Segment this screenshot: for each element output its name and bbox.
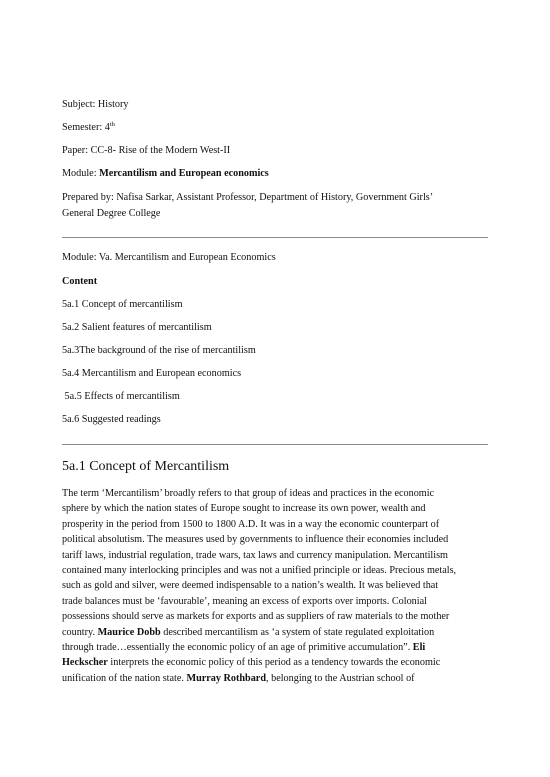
paragraph-line: political absolutism. The measures used by governments to influence their economies included xyxy=(62,534,449,546)
text-run: interprets the economic policy of this period as a tendency towards the economic xyxy=(107,657,441,669)
paragraph-line xyxy=(62,625,492,640)
contents-module-line: Module: Va. Mercantilism and European Economics xyxy=(62,252,276,263)
paragraph-line: tariff laws, industrial regulation, trade wars, tax laws and currency manipulation. Mercantilism xyxy=(62,549,448,561)
paragraph-line xyxy=(62,655,492,670)
contents-item: 5a.5 Effects of mercantilism xyxy=(62,391,180,402)
contents-heading: Content xyxy=(62,276,98,287)
section-heading: 5a.1 Concept of Mercantilism xyxy=(62,459,230,474)
prepared-by-line-1: Prepared by: Nafisa Sarkar, Assistant Professor, Department of History, Government Girls’ xyxy=(62,192,434,203)
paragraph-line: prosperity in the period from 1500 to 1800 A.D. It was in a way the economic counterpart of xyxy=(62,518,440,530)
divider xyxy=(62,237,488,238)
paragraph-line: contained many interlocking principles and was not a unified principle or ideas. Precious metals, xyxy=(62,564,457,576)
module-title: Mercantilism and European economics xyxy=(99,168,269,179)
paragraph-line xyxy=(62,671,492,686)
module-label: Module: xyxy=(62,168,100,179)
paragraph-line: trade balances must be ‘favourable’, meaning an excess of exports over imports. Colonial xyxy=(62,595,427,607)
paragraph-line: sphere by which the nation states of Europe sought to increase its own power, wealth and xyxy=(62,503,426,515)
text-run: , belonging to the Austrian school of xyxy=(266,672,415,684)
divider xyxy=(62,444,488,445)
paragraph-line: such as gold and silver, were deemed indispensable to a nation’s wealth. It was believed that xyxy=(62,580,439,592)
text-run: country. xyxy=(62,626,98,638)
paragraph-line: possessions should serve as markets for exports and as suppliers of raw materials to the mother xyxy=(62,611,450,623)
paper-line: Paper: CC-8- Rise of the Modern West-II xyxy=(62,145,231,156)
author-name-dobb: Maurice Dobb xyxy=(97,626,161,638)
author-name-rothbard: Murray Rothbard xyxy=(186,672,266,684)
contents-item: 5a.3The background of the rise of mercantilism xyxy=(62,345,256,356)
semester-text: Semester: 4 xyxy=(62,122,110,133)
semester-superscript: th xyxy=(109,121,115,128)
prepared-by-line-2: General Degree College xyxy=(62,208,161,219)
contents-item: 5a.1 Concept of mercantilism xyxy=(62,299,183,310)
section-paragraph xyxy=(62,486,492,686)
author-name-heckscher: Heckscher xyxy=(62,657,108,669)
contents-item: 5a.6 Suggested readings xyxy=(62,414,161,425)
author-name-eli: Eli xyxy=(412,641,426,653)
text-run: through trade…essentially the economic policy of an age of primitive accumulation”. xyxy=(62,641,413,653)
text-run: unification of the nation state. xyxy=(62,672,187,684)
paragraph-line: The term ‘Mercantilism’ broadly refers to that group of ideas and practices in the economic xyxy=(62,488,435,499)
subject-line: Subject: History xyxy=(62,99,129,110)
contents-item: 5a.4 Mercantilism and European economics xyxy=(62,368,242,379)
contents-item: 5a.2 Salient features of mercantilism xyxy=(62,322,212,333)
module-line xyxy=(62,167,269,180)
text-run: described mercantilism as ‘a system of state regulated exploitation xyxy=(160,626,435,638)
semester-line xyxy=(62,121,115,134)
paragraph-line xyxy=(62,640,492,655)
